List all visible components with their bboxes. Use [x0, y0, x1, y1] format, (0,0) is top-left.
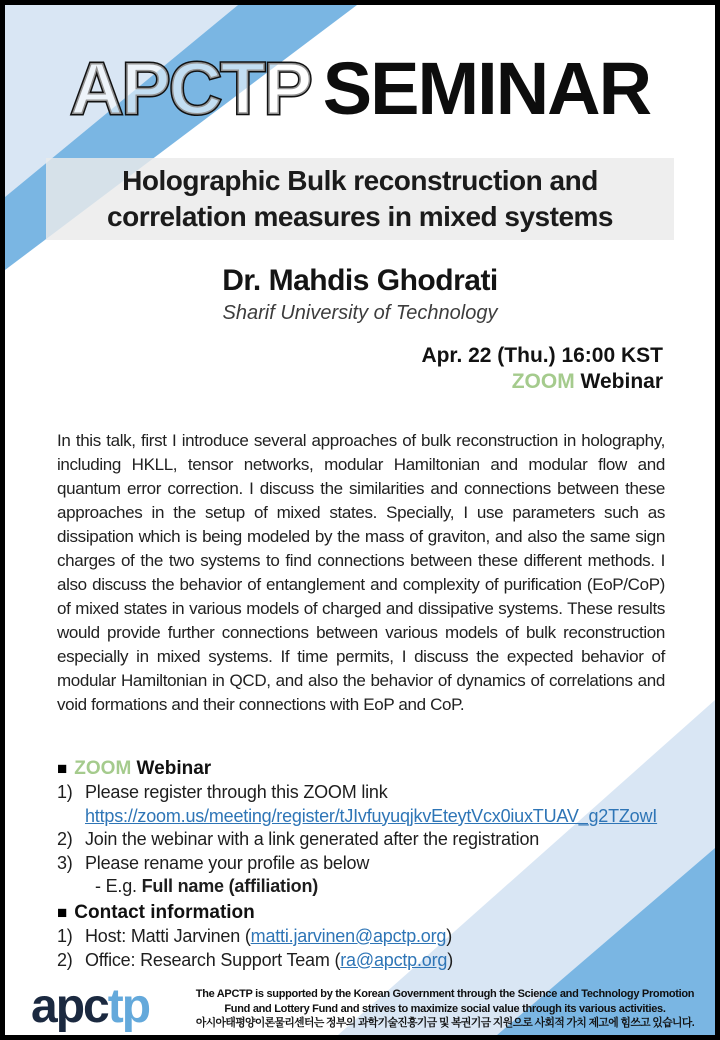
office-email-link[interactable]: ra@apctp.org	[340, 949, 448, 970]
brand-header	[5, 49, 715, 129]
zoom-section-webinar-label: Webinar	[131, 758, 212, 779]
seminar-title-line1: Holographic Bulk reconstruction and	[122, 165, 598, 196]
host-label: Host: Matti Jarvinen (	[85, 926, 251, 946]
square-bullet-icon: ■	[57, 903, 68, 922]
apctp-logo-tp: tp	[107, 980, 150, 1033]
zoom-label: ZOOM	[511, 370, 575, 393]
host-suffix: )	[446, 926, 453, 946]
apctp-logo-apc: apc	[31, 980, 108, 1033]
seminar-datetime: Apr. 22 (Thu.) 16:00 KST	[421, 344, 663, 367]
office-label: Office: Research Support Team (	[85, 949, 341, 970]
contact-section-title: Contact information	[74, 902, 255, 923]
brand-apctp: APCTP	[69, 47, 311, 130]
seminar-platform	[421, 369, 663, 395]
contact-office-text	[85, 949, 677, 973]
zoom-item-2	[57, 828, 677, 852]
speaker-affiliation: Sharif University of Technology	[222, 302, 498, 324]
zoom-section-header	[57, 757, 677, 781]
square-bullet-icon: ■	[57, 759, 68, 778]
office-suffix: )	[447, 949, 453, 970]
footer-english-line2: Fund and Lottery Fund and strives to maximize social value through its various activities.	[224, 1002, 666, 1015]
zoom-item-2-text: Join the webinar with a link generated after the registration	[85, 829, 540, 849]
item-number: 2)	[57, 949, 73, 970]
footer-english-line1: The APCTP is supported by the Korean Government through the Science and Technology Promotion	[195, 988, 695, 1000]
item-number: 2)	[57, 829, 73, 849]
brand-seminar: SEMINAR	[322, 47, 651, 130]
zoom-section-zoom-label: ZOOM	[74, 758, 132, 779]
example-prefix: - E.g.	[95, 876, 142, 896]
zoom-item-3-text: Please rename your profile as below	[85, 852, 370, 873]
item-number: 1)	[57, 782, 73, 802]
zoom-item-3-example	[57, 875, 677, 899]
footer-support-statement	[175, 987, 715, 1031]
item-number: 1)	[57, 926, 73, 946]
contact-section-header	[57, 901, 677, 925]
zoom-registration-link-row	[57, 805, 677, 829]
apctp-logo	[31, 980, 150, 1033]
webinar-label: Webinar	[574, 370, 663, 393]
contact-item-host	[57, 925, 677, 949]
schedule-block	[421, 343, 663, 395]
abstract-text: In this talk, first I introduce several approaches of bulk reconstruction in holography, including HKLL, tensor networks, modular Hamiltonian and modular flow and quantum error correction. I discuss the similarities and connections between these approaches in the setup of mixed states. Specially, I use parameters such as dissipation which is being modeled by the mass of graviton, and also the same sign charges of the two systems to find connections between these different methods. I also discuss the behavior of entanglement and complexity of purification (EoP/CoP) of mixed states in various models of charged and dissipative systems. These results would provide further connections between various models of bulk reconstruction especially in mixed systems. If time permits, I discuss the expected behavior of modular Hamiltonian in QCD, and also the behavior of dynamics of correlations and void formations and their connections with EoP and CoP.	[57, 431, 665, 714]
item-number: 3)	[57, 852, 73, 873]
host-email-link[interactable]: matti.jarvinen@apctp.org	[250, 926, 447, 946]
contact-host-text	[85, 925, 677, 949]
footer-korean-line: 아시아태평양이론물리센터는 정부의 과학기술진흥기금 및 복권기금 지원으로 사회적 가치 제고에 힘쓰고 있습니다.	[195, 1017, 695, 1029]
zoom-item-3	[57, 852, 677, 876]
speaker-name: Dr. Mahdis Ghodrati	[222, 264, 498, 297]
contact-section	[57, 901, 677, 972]
example-bold-text: Full name (affiliation)	[141, 876, 319, 896]
zoom-registration-link[interactable]: https://zoom.us/meeting/register/tJIvfuyuqjkvEteytVcx0iuxTUAV_g2TZowI	[85, 805, 658, 826]
seminar-title-banner	[46, 158, 674, 240]
zoom-webinar-section	[57, 757, 677, 899]
zoom-item-1	[57, 781, 677, 805]
speaker-block	[5, 263, 715, 327]
zoom-item-1-text: Please register through this ZOOM link	[85, 782, 388, 802]
seminar-title-line2: correlation measures in mixed systems	[107, 201, 613, 232]
contact-item-office	[57, 949, 677, 973]
